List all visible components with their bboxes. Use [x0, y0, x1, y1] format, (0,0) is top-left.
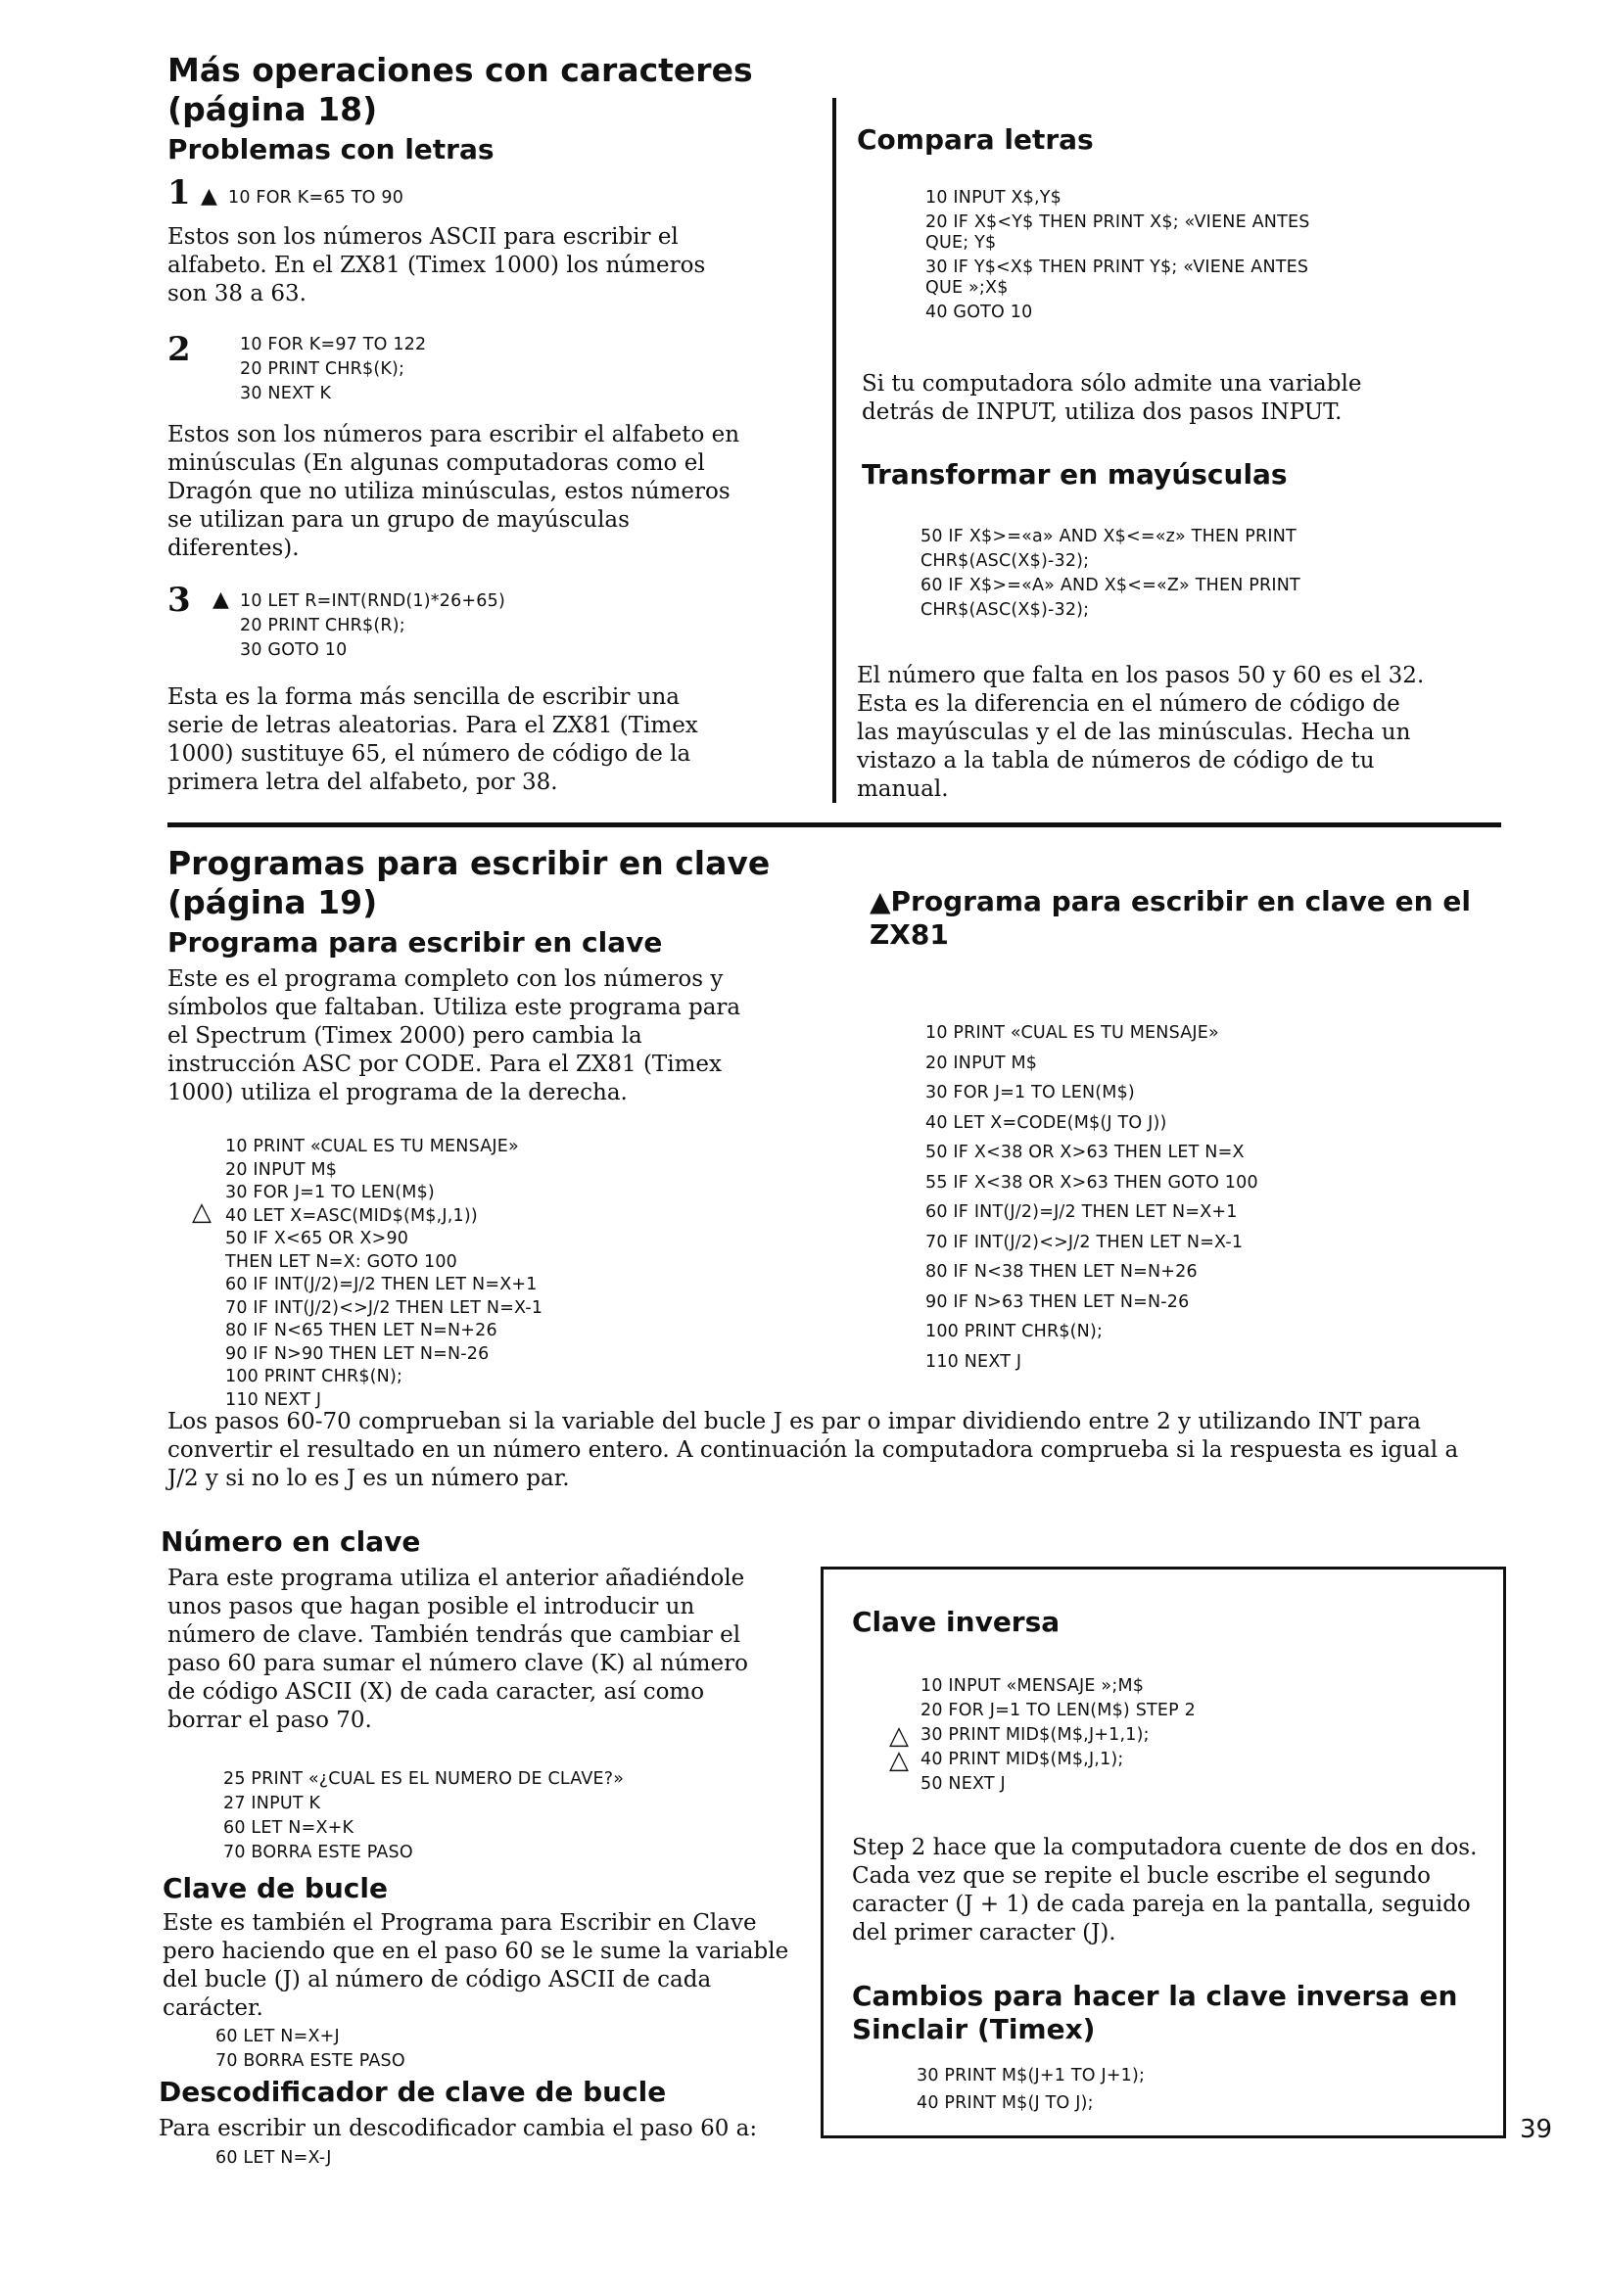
code-line: 25 PRINT «¿CUAL ES EL NUMERO DE CLAVE?»	[223, 1769, 625, 1789]
title-numero-clave: Número en clave	[161, 1525, 421, 1558]
code-line: THEN LET N=X: GOTO 100	[225, 1251, 457, 1272]
code-line: 60 IF X$>=«A» AND X$<=«Z» THEN PRINT	[920, 576, 1300, 595]
subtitle-problemas: Problemas con letras	[167, 133, 495, 165]
code-line: 70 IF INT(J/2)<>J/2 THEN LET N=X-1	[225, 1297, 543, 1318]
problem-number-1: 1	[167, 173, 191, 212]
code-line: 110 NEXT J	[925, 1351, 1022, 1372]
problem-number-3: 3	[167, 581, 191, 620]
code-line: 10 PRINT «CUAL ES TU MENSAJE»	[225, 1137, 519, 1156]
code-block-compara	[925, 186, 1310, 325]
code-line: 20 IF X$<Y$ THEN PRINT X$; «VIENE ANTES	[925, 212, 1310, 232]
code-line: 110 NEXT J	[225, 1389, 322, 1410]
code-line: 80 IF N<65 THEN LET N=N+26	[225, 1321, 497, 1340]
code-line: 80 IF N<38 THEN LET N=N+26	[925, 1262, 1198, 1282]
code-line: 30 NEXT K	[240, 384, 332, 403]
code-line: 50 IF X<65 OR X>90	[225, 1229, 409, 1248]
code-block-transformar	[920, 525, 1300, 623]
triangle-filled-icon: ▲	[201, 184, 218, 209]
code-line: 90 IF N>63 THEN LET N=N-26	[925, 1291, 1190, 1312]
code-line: 40 GOTO 10	[925, 303, 1033, 322]
triangle-outline-icon: △	[889, 1746, 909, 1775]
code-line: 60 LET N=X+J	[215, 2027, 340, 2046]
paragraph-descodificador: Para escribir un descodificador cambia el paso 60 a:	[159, 2116, 758, 2141]
column-divider	[832, 98, 836, 803]
code-line: 60 LET N=X+K	[223, 1818, 354, 1838]
code-line: 70 IF INT(J/2)<>J/2 THEN LET N=X-1	[925, 1232, 1244, 1252]
code-line: 70 BORRA ESTE PASO	[215, 2051, 405, 2071]
code-line: 60 LET N=X-J	[215, 2148, 332, 2168]
section-divider	[167, 822, 1501, 827]
paragraph-clave-bucle: Este es también el Programa para Escribir en Clave pero haciendo que en el paso 60 se le sume la variable del bucle (J) al número de código ASCII de cada carácter.	[163, 1910, 789, 2021]
code-line: 40 PRINT MID$(M$,J,1);	[920, 1750, 1124, 1769]
code-line: 30 IF Y$<X$ THEN PRINT Y$; «VIENE ANTES	[925, 258, 1309, 277]
code-line: 50 IF X$>=«a» AND X$<=«z» THEN PRINT	[920, 527, 1297, 546]
code-line: 55 IF X<38 OR X>63 THEN GOTO 100	[925, 1172, 1258, 1193]
code-line: 100 PRINT CHR$(N);	[925, 1322, 1104, 1341]
code-block-1	[201, 184, 403, 211]
code-line	[212, 587, 505, 614]
title-clave-inversa: Clave inversa	[852, 1606, 1061, 1638]
paragraph-1: Estos son los números ASCII para escribir el alfabeto. En el ZX81 (Timex 1000) los números son 38 a 63.	[167, 224, 706, 306]
paragraph-transformar: El número que falta en los pasos 50 y 60 es el 32. Esta es la diferencia en el número de código de las mayúsculas y el de las minúsculas. Hecha un vistazo a la tabla de números de código de tu manual.	[857, 663, 1425, 802]
section-title-clave: Programas para escribir en clave (página 19)	[167, 844, 771, 921]
code-line: 30 PRINT M$(J+1 TO J+1);	[917, 2066, 1146, 2085]
code-line: QUE; Y$	[925, 233, 997, 253]
code-line: 20 PRINT CHR$(K);	[240, 359, 405, 379]
code-line: 20 INPUT M$	[925, 1053, 1038, 1073]
code-line: 30 GOTO 10	[240, 640, 348, 660]
problem-number-2: 2	[167, 330, 191, 369]
code-line: 90 IF N>90 THEN LET N=N-26	[225, 1343, 490, 1364]
code-block-clave-inversa	[920, 1674, 1196, 1797]
paragraph-programa-clave: Este es el programa completo con los números y símbolos que faltaban. Utiliza este programa para el Spectrum (Timex 2000) pero cambia la instrucción ASC por CODE. Para el ZX81 (Timex 1000) utiliza el programa de la derecha.	[167, 966, 741, 1105]
code-line: 60 IF INT(J/2)=J/2 THEN LET N=X+1	[225, 1275, 538, 1294]
code-block-zx81	[925, 1018, 1258, 1377]
paragraph-numero-clave: Para este programa utiliza el anterior añadiéndole unos pasos que hagan posible el introducir un número de clave. También tendrás que cambiar el paso 60 para sumar el número clave (K) al número de código ASCII (X) de cada caracter, así como borrar el paso 70.	[167, 1566, 748, 1733]
code-block-numero-clave	[223, 1767, 624, 1865]
code-line: 30 FOR J=1 TO LEN(M$)	[925, 1083, 1135, 1102]
code-line-text: 10 LET R=INT(RND(1)*26+65)	[240, 591, 505, 611]
code-line: 50 IF X<38 OR X>63 THEN LET N=X	[925, 1143, 1245, 1162]
code-line: 10 FOR K=97 TO 122	[240, 335, 427, 354]
code-block-3	[212, 587, 505, 663]
code-line: QUE »;X$	[925, 278, 1009, 298]
triangle-filled-icon: ▲	[212, 587, 230, 612]
subtitle-programa-clave: Programa para escribir en clave	[167, 926, 663, 959]
code-line: CHR$(ASC(X$)-32);	[920, 551, 1090, 571]
code-line: 20 FOR J=1 TO LEN(M$) STEP 2	[920, 1701, 1196, 1720]
page-number: 39	[1520, 2115, 1553, 2144]
code-block-programa-clave	[225, 1136, 543, 1412]
code-line: 10 FOR K=65 TO 90	[228, 188, 404, 208]
code-line: 30 FOR J=1 TO LEN(M$)	[225, 1183, 435, 1202]
code-line: 10 INPUT «MENSAJE »;M$	[920, 1676, 1145, 1696]
paragraph-explanation: Los pasos 60-70 comprueban si la variable del bucle J es par o impar dividiendo entre 2 y utilizando INT para convertir el resultado en un número entero. A continuación la computadora comprueba si la respuesta es igual a J/2 y si no lo es J es un número par.	[167, 1409, 1459, 1491]
code-line: 30 PRINT MID$(M$,J+1,1);	[920, 1725, 1150, 1745]
code-block-2	[240, 333, 426, 406]
paragraph-3: Esta es la forma más sencilla de escribir una serie de letras aleatorias. Para el ZX81 (Timex 1000) sustituye 65, el número de código de la primera letra del alfabeto, por 38.	[167, 684, 698, 795]
code-line: 20 PRINT CHR$(R);	[240, 616, 405, 635]
code-block-clave-bucle	[215, 2025, 405, 2074]
code-block-sinclair	[917, 2062, 1145, 2117]
code-line: 40 PRINT M$(J TO J);	[917, 2093, 1094, 2113]
code-line: 40 LET X=CODE(M$(J TO J))	[925, 1112, 1167, 1133]
code-line: 10 INPUT X$,Y$	[925, 188, 1062, 208]
title-programa-zx81: ▲Programa para escribir en clave en el ZX81	[870, 885, 1471, 951]
triangle-outline-icon: △	[192, 1197, 212, 1227]
paragraph-clave-inversa: Step 2 hace que la computadora cuente de dos en dos. Cada vez que se repite el bucle escribe el segundo caracter (J + 1) de cada pareja en la pantalla, seguido del primer caracter (J).	[852, 1835, 1478, 1945]
code-line: 40 LET X=ASC(MID$(M$,J,1))	[225, 1205, 478, 1226]
code-line: 27 INPUT K	[223, 1794, 321, 1813]
code-line: 60 IF INT(J/2)=J/2 THEN LET N=X+1	[925, 1202, 1238, 1222]
title-transformar: Transformar en mayúsculas	[862, 458, 1288, 491]
title-compara-letras: Compara letras	[857, 123, 1094, 156]
code-line: CHR$(ASC(X$)-32);	[920, 600, 1090, 620]
code-block-descodificador	[215, 2146, 332, 2171]
code-line: 20 INPUT M$	[225, 1159, 338, 1180]
code-line: 10 PRINT «CUAL ES TU MENSAJE»	[925, 1023, 1219, 1043]
paragraph-compara: Si tu computadora sólo admite una variable detrás de INPUT, utiliza dos pasos INPUT.	[862, 371, 1362, 425]
title-cambios-sinclair: Cambios para hacer la clave inversa en Sinclair (Timex)	[852, 1980, 1458, 2045]
triangle-outline-icon: △	[889, 1721, 909, 1751]
code-line: 70 BORRA ESTE PASO	[223, 1843, 413, 1862]
code-line: 50 NEXT J	[920, 1774, 1006, 1794]
title-clave-bucle: Clave de bucle	[163, 1872, 388, 1904]
code-line: 100 PRINT CHR$(N);	[225, 1367, 403, 1386]
paragraph-2: Estos son los números para escribir el alfabeto en minúsculas (En algunas computadoras como el Dragón que no utiliza minúsculas, estos números se utilizan para un grupo de mayúsculas diferentes).	[167, 422, 740, 561]
title-descodificador: Descodificador de clave de bucle	[159, 2076, 667, 2108]
section-title-caracteres: Más operaciones con caracteres (página 18)	[167, 51, 753, 128]
